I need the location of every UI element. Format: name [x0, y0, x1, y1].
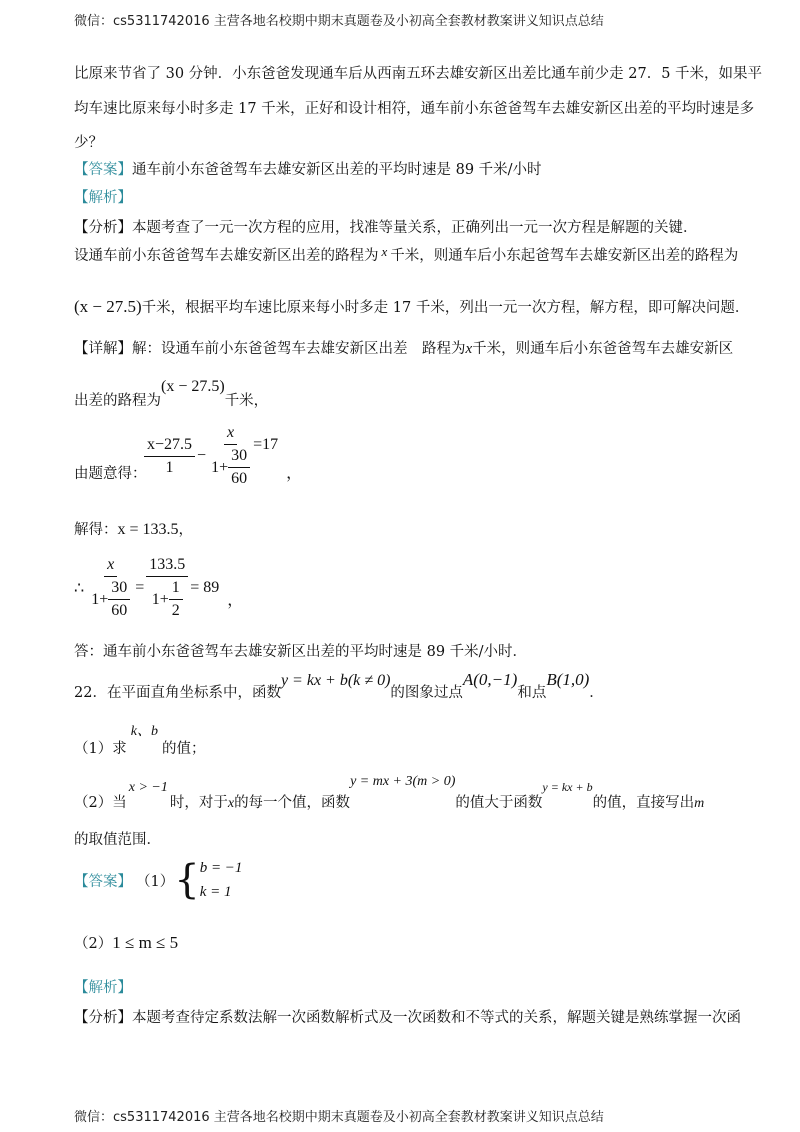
solve-label: 解得：	[74, 522, 118, 538]
eq-f2-den-prefix: 1+	[211, 458, 229, 476]
q22-p2-d: 的值大于函数	[455, 795, 543, 811]
eq-f2-den-num: 30	[228, 447, 250, 468]
q22-part1	[74, 720, 205, 758]
q21-text-line1: 比原来节省了 30 分钟．小东爸爸发现通车后从西南五环去雄安新区出差比通车前少走 27．5 千米，如果平	[74, 66, 763, 82]
eq-rhs: =17	[253, 436, 279, 453]
answer-text: 通车前小东爸爸驾车去雄安新区出差的平均时速是 89 千米/小时	[132, 162, 542, 178]
detail-var-x: x	[465, 341, 473, 357]
q22-p2-m: m	[694, 796, 705, 811]
t-f2-numerator: 133.5	[146, 556, 188, 577]
q21-fenxi-line2	[74, 244, 738, 265]
q22-p2-func2: y = kx + b	[542, 780, 593, 794]
q22-stem-b: 的图象过点	[390, 685, 463, 701]
q21-text-line2: 均车速比原来每小时多走 17 千米，正好和设计相符，通车前小东爸爸驾车去雄安新区出差的平均时速是多	[74, 101, 755, 117]
fenxi-line2-var-x: x	[381, 244, 388, 259]
eq-f2-denominator	[208, 445, 253, 488]
fenxi-text: 本题考查了一元一次方程的应用，找准等量关系，正确列出一元一次方程是解题的关键．	[132, 220, 698, 236]
q22-ans1-line1: b = −1	[199, 860, 243, 876]
therefore-symbol: ∴	[74, 580, 85, 597]
eq-f1-numerator: x−27.5	[144, 436, 195, 457]
detail-line2-text-a: 出差的路程为	[74, 393, 161, 409]
t-f1-numerator: x	[104, 556, 117, 577]
t-equals: =	[135, 579, 145, 596]
t-f2-den-den: 2	[171, 602, 180, 619]
fenxi-line2-text-b: 千米，则通车后小东起爸驾车去雄安新区出差的路程为	[390, 248, 739, 264]
q22-answer	[74, 856, 242, 904]
eq-f1-denominator: 1	[165, 458, 174, 476]
solve-expr: x = 133.5	[117, 521, 179, 538]
solve-line	[74, 518, 193, 539]
q21-detail-line2	[74, 378, 268, 410]
q22-answer-tag: 【答案】	[74, 873, 132, 890]
q22-fenxi-tag: 【分析】	[74, 1010, 132, 1026]
fenxi-line3-text: 千米，根据平均车速比原来每小时多走 17 千米，列出一元一次方程，解方程，即可解决问题．	[141, 300, 750, 316]
q22-p2-e: 的值，直接写出	[592, 795, 695, 811]
q22-ans2-label: （2）	[74, 936, 113, 952]
eq-label: 由题意得：	[74, 466, 147, 482]
t-f1-den-prefix: 1+	[91, 590, 109, 608]
q21-fenxi-line3	[74, 296, 749, 317]
q22-ans2-expr: 1 ≤ m ≤ 5	[112, 933, 179, 952]
t-f1-den-den: 60	[111, 602, 128, 619]
q22-point-a: A(0,−1)	[462, 670, 518, 689]
t-fraction-2	[146, 556, 188, 620]
eq-fraction-1	[144, 436, 195, 477]
q22-stem-a: 22．在平面直角坐标系中，函数	[74, 685, 281, 701]
q22-p2-b: 时，对于	[169, 795, 228, 811]
detail-line2-text-b: 千米，	[224, 393, 269, 409]
q22-p2-condition: x > −1	[128, 780, 168, 795]
therefore-equation	[74, 556, 243, 620]
q21-detail	[74, 337, 733, 358]
t-fraction-1	[88, 556, 133, 620]
q22-p2-a: （2）当	[74, 795, 127, 811]
t-f2-den-prefix: 1+	[151, 590, 169, 608]
q22-p1-b: 的值；	[161, 741, 206, 757]
t-f1-den-fraction	[108, 579, 130, 620]
t-f2-denominator	[149, 577, 186, 620]
detail-text-b: 千米，则通车后小东爸爸驾车去雄安新区	[472, 341, 734, 357]
t-f1-den-num: 30	[108, 579, 130, 600]
t-f1-denominator	[88, 577, 133, 620]
q22-p1-a: （1）求	[74, 741, 127, 757]
q22-stem-c: 和点	[517, 685, 547, 701]
q22-stem-d: ．	[589, 685, 604, 701]
fenxi-line3-expr: (x − 27.5)	[74, 297, 142, 316]
eq-fraction-2	[208, 424, 253, 488]
q21-answer	[74, 158, 542, 179]
q22-analysis-tag: 【解析】	[74, 980, 132, 996]
eq-f2-den-fraction	[228, 447, 250, 488]
detail-text-a: 解：设通车前小东爸爸驾车去雄安新区出差 路程为	[132, 341, 466, 357]
t-rhs: = 89	[190, 579, 220, 596]
detail-line2-expr: (x − 27.5)	[161, 378, 225, 395]
t-f2-den-num: 1	[169, 579, 183, 600]
equation	[144, 424, 302, 488]
eq-f2-den-den: 60	[231, 470, 248, 487]
t-comma: ，	[227, 591, 244, 609]
page-footer: 微信：cs5311742016 主营各地名校期中期末真题卷及小初高全套教材教案讲义知识点总结	[74, 1110, 604, 1125]
solve-comma: ，	[178, 522, 194, 538]
q22-stem	[74, 670, 604, 702]
fenxi-tag: 【分析】	[74, 220, 132, 236]
page-header: 微信：cs5311742016 主营各地名校期中期末真题卷及小初高全套教材教案讲义知识点总结	[74, 14, 604, 29]
q21-final-answer: 答：通车前小东爸爸驾车去雄安新区出差的平均时速是 89 千米/小时．	[74, 644, 528, 660]
eq-minus: −	[197, 447, 207, 464]
q22-function: y = kx + b(k ≠ 0)	[280, 672, 391, 689]
q22-p1-kb: k、b	[130, 724, 158, 739]
q22-p2-func1: y = mx + 3(m > 0)	[350, 774, 456, 789]
q22-part2	[74, 774, 704, 812]
eq-comma: ，	[286, 464, 303, 482]
q22-fenxi-text: 本题考查待定系数法解一次函数解析式及一次函数和不等式的关系，解题关键是熟练掌握一次函	[132, 1010, 741, 1026]
detail-tag: 【详解】	[74, 341, 132, 357]
q22-ans1-line2: k = 1	[199, 884, 232, 900]
q22-p2-x: x	[227, 796, 235, 811]
system-brace: {	[174, 857, 200, 903]
q22-ans1-label: （1）	[136, 873, 175, 890]
q22-ans1-system	[200, 856, 243, 904]
eq-f2-numerator: x	[224, 424, 237, 445]
q22-point-b: B(1,0)	[546, 670, 590, 689]
q21-analysis-tag: 【解析】	[74, 190, 132, 206]
fenxi-line2-text-a: 设通车前小东爸爸驾车去雄安新区出差的路程为	[74, 248, 379, 264]
q22-answer2	[74, 932, 178, 953]
q21-fenxi	[74, 216, 698, 237]
t-f2-den-fraction	[169, 579, 183, 620]
answer-tag: 【答案】	[74, 162, 132, 178]
q22-p2-c: 的每一个值，函数	[234, 795, 351, 811]
q22-part2-line2: 的取值范围．	[74, 832, 161, 848]
q21-text-line3: 少？	[74, 135, 103, 151]
q22-fenxi	[74, 1006, 741, 1027]
